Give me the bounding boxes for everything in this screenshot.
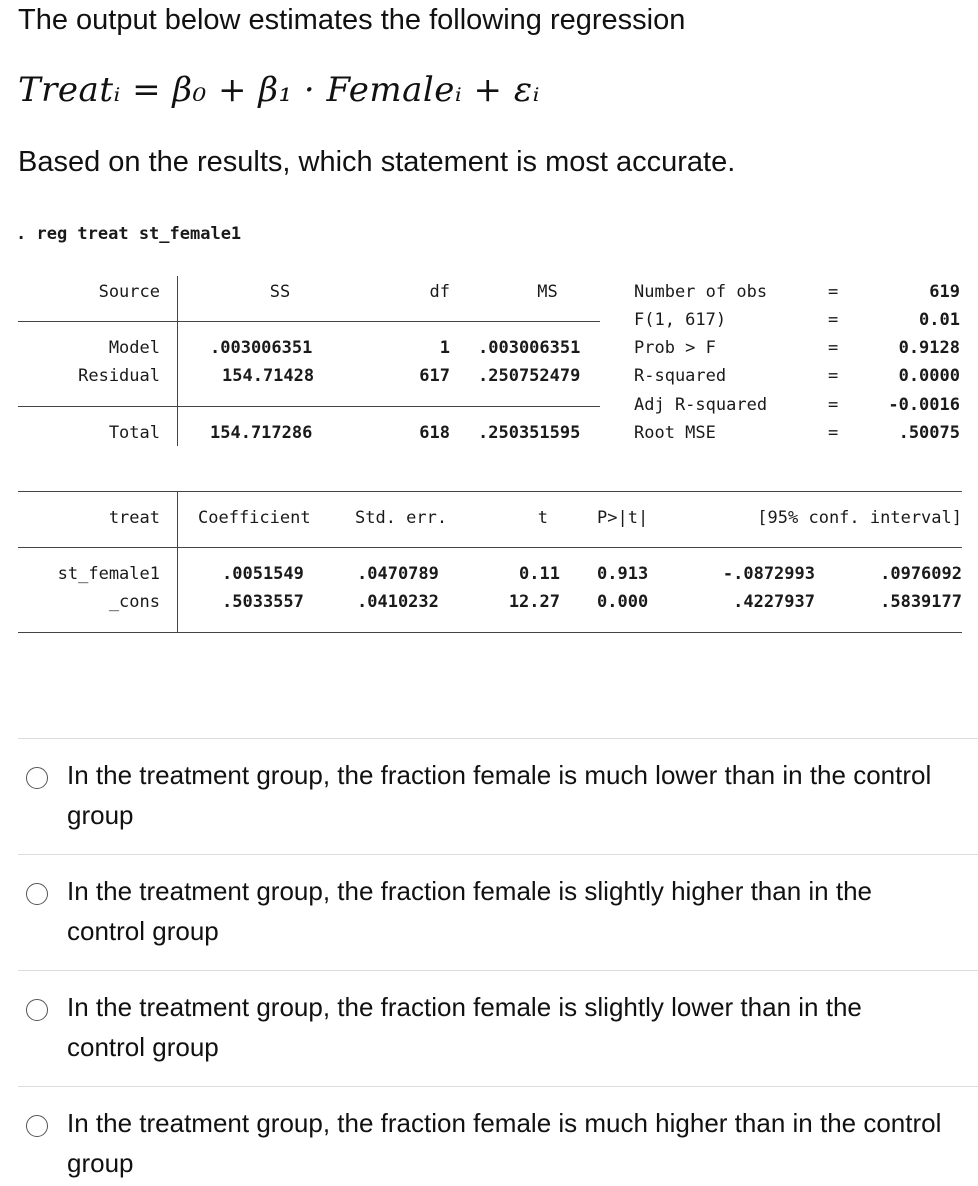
coef-divider-middle <box>18 547 962 548</box>
question-intro: The output below estimates the following regression <box>18 4 686 36</box>
stat-equals: = <box>828 366 839 386</box>
coef-header-ci: [95% conf. interval] <box>757 508 962 528</box>
coef-row-variable: _cons <box>108 592 160 612</box>
anova-row-ms: .003006351 <box>478 338 581 358</box>
stat-label: R-squared <box>634 366 727 386</box>
anova-row-source: Residual <box>78 366 160 386</box>
stat-equals: = <box>828 282 839 302</box>
coef-row-variable: st_female1 <box>57 564 160 584</box>
stat-value: 0.9128 <box>898 338 960 358</box>
option-divider <box>18 970 978 971</box>
stat-label: F(1, 617) <box>634 310 727 330</box>
stata-command: . reg treat st_female1 <box>16 224 242 244</box>
option-divider <box>18 738 978 739</box>
coef-row-ci-upper: .5839177 <box>880 592 962 612</box>
coef-row-t: 12.27 <box>508 592 560 612</box>
coef-divider-vertical <box>177 491 178 633</box>
coef-divider-bottom <box>18 632 962 633</box>
option-divider <box>18 854 978 855</box>
anova-header-df: df <box>429 282 450 302</box>
stat-value: -0.0016 <box>888 395 960 415</box>
coef-divider-top <box>18 491 962 492</box>
coef-header-dependent: treat <box>108 508 160 528</box>
stat-equals: = <box>828 423 839 443</box>
radio-button-icon[interactable] <box>26 767 48 789</box>
coef-row-pvalue: 0.000 <box>597 592 649 612</box>
stat-label: Adj R-squared <box>634 395 768 415</box>
stat-label: Root MSE <box>634 423 716 443</box>
coef-row-t: 0.11 <box>519 564 560 584</box>
coef-row-ci-lower: -.0872993 <box>722 564 815 584</box>
answer-option-1[interactable] <box>26 755 966 835</box>
anova-header-ss: SS <box>269 282 291 302</box>
anova-row-ms: .250752479 <box>478 366 581 386</box>
coef-row-coefficient: .0051549 <box>222 564 304 584</box>
coef-row-pvalue: 0.913 <box>597 564 649 584</box>
stat-label: Number of obs <box>634 282 768 302</box>
answer-option-text: In the treatment group, the fraction female is slightly lower than in the control group <box>67 992 862 1062</box>
answer-option-text: In the treatment group, the fraction female is much higher than in the control group <box>67 1108 942 1178</box>
anova-divider-bottom <box>18 406 600 407</box>
stat-label: Prob > F <box>634 338 716 358</box>
option-divider <box>18 1086 978 1087</box>
anova-row-df: 617 <box>419 366 450 386</box>
radio-button-icon[interactable] <box>26 1115 48 1137</box>
coef-row-ci-lower: .4227937 <box>733 592 815 612</box>
question-prompt: Based on the results, which statement is most accurate. <box>18 146 736 178</box>
coef-header-stderr: Std. err. <box>355 508 448 528</box>
stat-value: 0.0000 <box>898 366 960 386</box>
answer-option-2[interactable] <box>26 871 966 951</box>
answer-option-text: In the treatment group, the fraction female is much lower than in the control group <box>67 760 932 830</box>
anova-row-ss: .003006351 <box>210 338 313 358</box>
stat-equals: = <box>828 310 839 330</box>
answer-option-3[interactable] <box>26 987 966 1067</box>
coef-header-pvalue: P>|t| <box>597 508 649 528</box>
anova-total-ss: 154.717286 <box>210 423 313 443</box>
stat-value: 619 <box>929 282 960 302</box>
coef-row-coefficient: .5033557 <box>222 592 304 612</box>
answer-option-text: In the treatment group, the fraction female is slightly higher than in the control group <box>67 876 873 946</box>
anova-header-ms: MS <box>537 282 558 302</box>
anova-divider-vertical <box>177 276 178 446</box>
radio-button-icon[interactable] <box>26 883 48 905</box>
anova-divider-top <box>18 321 600 322</box>
stat-value: .50075 <box>898 423 960 443</box>
anova-total-ms: .250351595 <box>478 423 581 443</box>
anova-row-source: Model <box>108 338 160 358</box>
coef-row-ci-upper: .0976092 <box>880 564 962 584</box>
stat-equals: = <box>828 338 839 358</box>
anova-header-source: Source <box>98 282 160 302</box>
stat-value: 0.01 <box>919 310 960 330</box>
anova-total-df: 618 <box>419 423 450 443</box>
regression-equation: Treatᵢ = β₀ + β₁ · Femaleᵢ + εᵢ <box>18 70 540 110</box>
coef-header-t: t <box>537 508 548 528</box>
coef-row-stderr: .0470789 <box>357 564 439 584</box>
radio-button-icon[interactable] <box>26 999 48 1021</box>
coef-row-stderr: .0410232 <box>357 592 439 612</box>
coef-header-coefficient: Coefficient <box>198 508 311 528</box>
anova-row-df: 1 <box>439 338 450 358</box>
answer-option-4[interactable] <box>26 1103 966 1183</box>
stat-equals: = <box>828 395 839 415</box>
anova-row-ss: 154.71428 <box>222 366 315 386</box>
anova-total-source: Total <box>108 423 160 443</box>
